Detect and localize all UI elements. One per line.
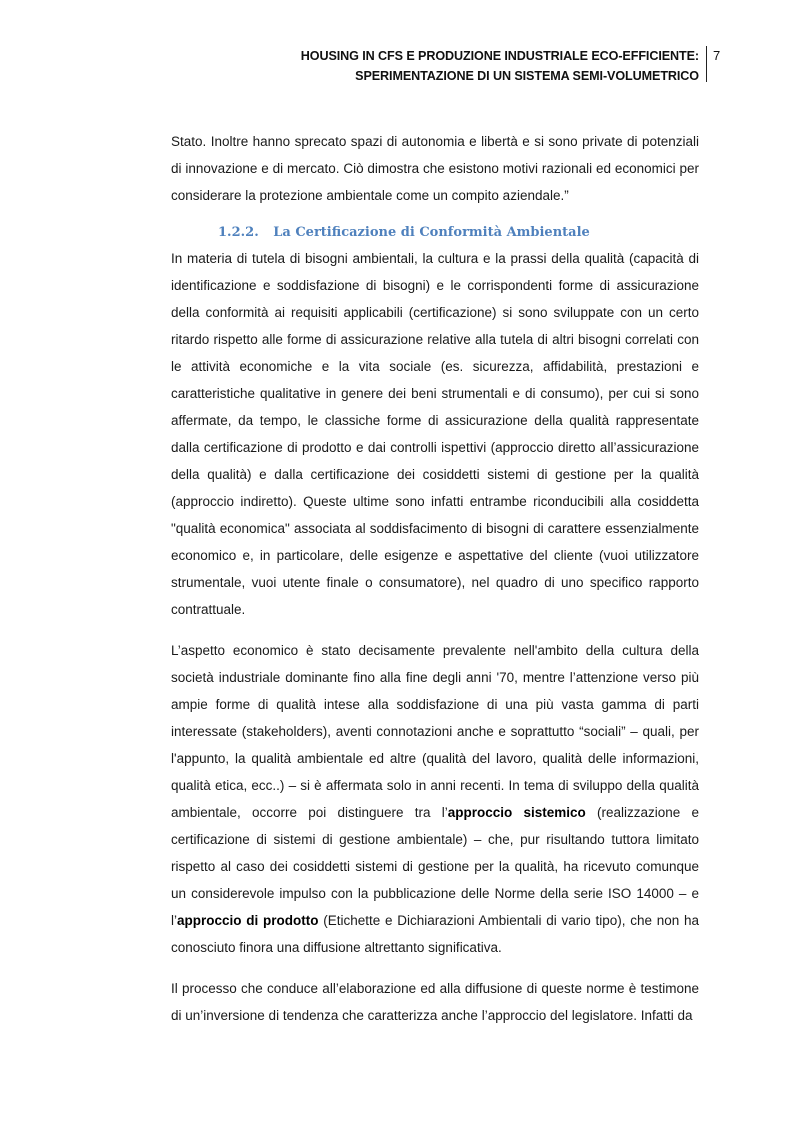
paragraph-1: In materia di tutela di bisogni ambientali, la cultura e la prassi della qualità (capacità di identificazione e soddisfazione di bisogni) e le corrispondenti forme di assicurazione della conformità ai requisiti applicabili (certificazione) si sono sviluppate con un certo ritardo rispetto alle forme di assicurazione relative alla tutela di altri bisogni correlati con le attività economiche e la vita sociale (es. sicurezza, affidabilità, prestazioni e caratteristiche qualitative in genere dei beni strumentali e di consumo), per cui si sono affermate, da tempo, le classiche forme di assicurazione della qualità rappresentate dalla certificazione di prodotto e dai controlli ispettivi (approccio diretto all’assicurazione della qualità) e dalla certificazione dei cosiddetti sistemi di gestione per la qualità (approccio indiretto). Queste ultime sono infatti entrambe riconducibili alla cosiddetta "qualità economica" associata al soddisfacimento di bisogni di carattere essenzialmente economico e, in particolare, delle esigenze e aspettative del cliente (vuoi utilizzatore strumentale, vuoi utente finale o consumatore), nel quadro di uno specifico rapporto contrattuale. (171, 251, 699, 617)
paragraph-2-part-b: (realizzazione e certificazione di sistemi di gestione ambientale) – che, pur risultando tuttora limitato rispetto al caso dei cosiddetti sistemi di gestione per la qualità, ha ricevuto comunque un considerevole impulso con la pubblicazione delle Norme della serie ISO 14000 – e l’ (171, 805, 700, 928)
paragraph-2-bold-systemic: approccio sistemico (447, 805, 586, 820)
section-heading-title: La Certificazione di Conformità Ambientale (273, 225, 590, 240)
header-divider (706, 46, 707, 82)
running-header (250, 46, 699, 86)
page-number: 7 (713, 48, 721, 63)
paragraph-3: Il processo che conduce all’elaborazione ed alla diffusione di queste norme è testimone di un’inversione di tendenza che caratterizza anche l’approccio del legislatore. Infatti da (171, 981, 699, 1023)
running-header-line-2: SPERIMENTAZIONE DI UN SISTEMA SEMI-VOLUMETRICO (355, 69, 699, 83)
paragraph-2-part-a: L’aspetto economico è stato decisamente prevalente nell'ambito della cultura della società industriale dominante fino alla fine degli anni '70, mentre l’attenzione verso più ampie forme di qualità intese alla soddisfazione di una più vasta gamma di parti interessate (stakeholders), aventi connotazioni anche e soprattutto “sociali” – quali, per l'appunto, la qualità ambientale ed altre (qualità del lavoro, qualità delle informazioni, qualità etica, ecc..) – si è affermata solo in anni recenti. In tema di sviluppo della qualità ambientale, occorre poi distinguere tra l’ (171, 643, 699, 820)
running-header-line-1: HOUSING IN CFS E PRODUZIONE INDUSTRIALE ECO-EFFICIENTE: (300, 49, 699, 63)
section-heading (171, 221, 699, 245)
paragraph-2-part-c: (Etichette e Dichiarazioni Ambientali di vario tipo), che non ha conosciuto finora una diffusione altrettanto significativa. (171, 913, 699, 955)
page-body (171, 128, 699, 1029)
intro-paragraph: Stato. Inoltre hanno sprecato spazi di autonomia e libertà e si sono private di potenziali di innovazione e di mercato. Ciò dimostra che esistono motivi razionali ed economici per considerare la protezione ambientale come un compito aziendale.” (171, 134, 699, 203)
paragraph-2 (171, 637, 699, 961)
paragraph-2-bold-product: approccio di prodotto (177, 913, 319, 928)
section-heading-number: 1.2.2. (218, 225, 259, 240)
